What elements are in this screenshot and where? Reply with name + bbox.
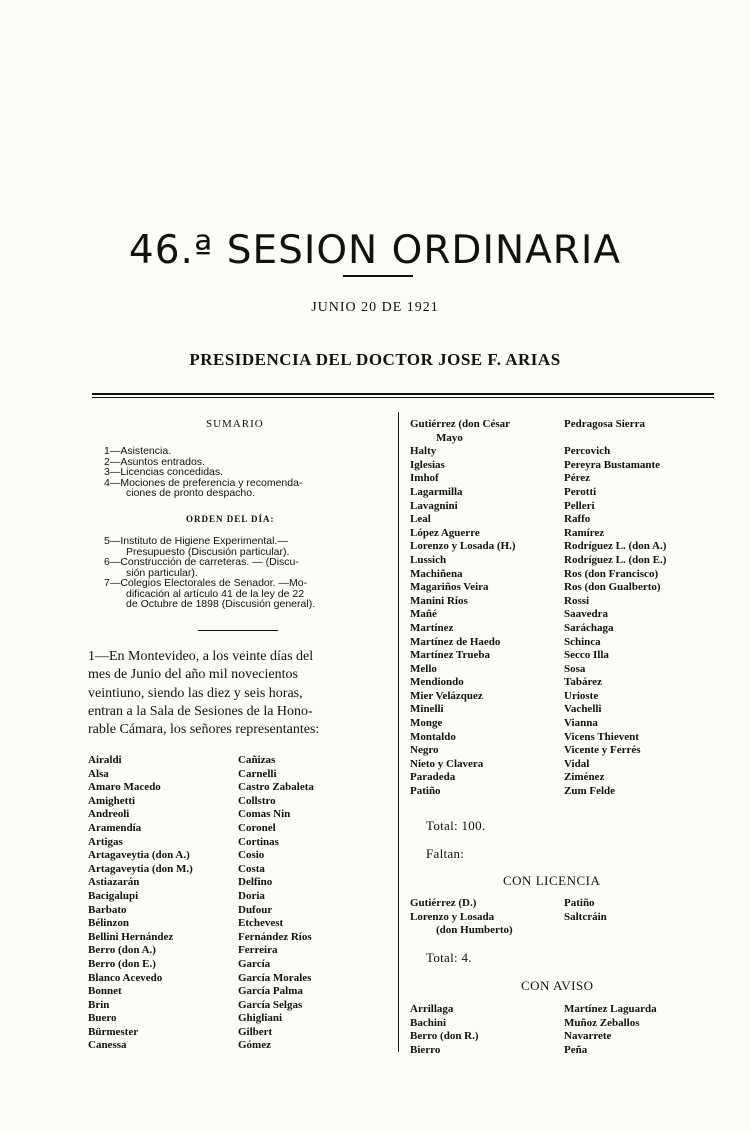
name-entry: Machiñena [410, 567, 463, 580]
name-entry: Nieto y Clavera [410, 757, 484, 770]
name-entry: Gilbert [238, 1025, 273, 1038]
name-entry: Andreoli [88, 808, 130, 821]
name-entry: Urioste [564, 689, 599, 702]
name-entry: Doria [238, 889, 265, 902]
orden-heading: ORDEN DEL DÍA: [186, 514, 275, 524]
name-entry: Paradeda [410, 771, 456, 784]
sumario-item: 4—Mociones de preferencia y recomenda- [104, 476, 303, 489]
column-divider [398, 412, 399, 1052]
name-entry: Canessa [88, 1039, 127, 1052]
name-entry: Patiño [564, 897, 595, 909]
name-entry: Bonnet [88, 985, 122, 998]
orden-item: 6—Construcción de carreteras. — (Discu- [104, 556, 299, 568]
name-entry: Bierro [410, 1043, 441, 1056]
sumario-item: 2—Asuntos entrados. [104, 455, 205, 468]
name-entry: Montaldo [410, 730, 456, 743]
name-entry: Leal [410, 513, 431, 526]
name-entry: Castro Zabaleta [238, 781, 314, 794]
sumario-item: 1—Asistencia. [104, 445, 172, 457]
name-entry: Bacigalupi [88, 889, 139, 902]
name-entry: (don Humberto) [436, 924, 513, 937]
name-entry: Artigas [88, 835, 123, 848]
name-entry: Tabárez [564, 676, 602, 689]
attendees-left-col2 [238, 754, 314, 1053]
orden-item: dificación al artículo 41 de la ley de 22 [126, 587, 305, 600]
intro-line: entran a la Sala de Sesiones de la Hono- [88, 703, 313, 719]
orden-item: 7—Colegios Electorales de Senador. —Mo- [104, 577, 308, 589]
name-entry: Ros (don Francisco) [564, 567, 659, 580]
name-entry: Peña [564, 1043, 588, 1056]
name-entry: Muñoz Zeballos [564, 1016, 640, 1029]
name-entry: Ghigliani [238, 1012, 283, 1025]
name-entry: Berro (don R.) [410, 1030, 479, 1043]
name-entry: Pérez [564, 472, 591, 485]
name-entry: Lorenzo y Losada (H.) [410, 540, 516, 553]
name-entry: Gutiérrez (D.) [410, 897, 477, 909]
sumario-item: 3—Licencias concedidas. [104, 466, 224, 478]
name-entry: Vicens Thievent [564, 730, 639, 743]
name-entry: Lavagnini [410, 499, 458, 512]
name-entry: Pedragosa Sierra [564, 418, 645, 430]
name-entry: Carnelli [238, 767, 277, 780]
attendees-right-col1 [410, 418, 516, 799]
name-entry: Saltcráin [564, 910, 607, 923]
name-entry: Delfino [238, 876, 273, 889]
name-entry: Bachini [410, 1016, 447, 1029]
title-underline [343, 275, 413, 277]
name-entry: Secco Illa [564, 649, 609, 662]
name-entry: García Morales [238, 971, 312, 984]
name-entry: Aramendía [88, 821, 142, 834]
faltan-label: Faltan: [426, 846, 465, 861]
name-entry: Schinca [564, 635, 601, 648]
name-entry: Cosio [238, 849, 265, 862]
name-entry: Rossi [564, 594, 590, 607]
name-entry: Coronel [238, 821, 276, 834]
name-entry: Negro [410, 744, 439, 757]
name-entry: Berro (don E.) [88, 957, 156, 970]
sumario-item: ciones de pronto despacho. [126, 487, 256, 499]
name-entry: Perotti [564, 485, 597, 498]
orden-item: Presupuesto (Discusión particular). [126, 545, 290, 558]
name-entry: Brin [88, 998, 110, 1011]
name-entry: Arrillaga [410, 1003, 454, 1015]
orden-item: 5—Instituto de Higiene Experimental.— [104, 535, 288, 547]
name-entry: Halty [410, 445, 437, 458]
name-entry: Martínez de Haedo [410, 635, 501, 648]
header-divider [92, 393, 714, 395]
name-entry: Percovich [564, 445, 611, 458]
presidency-line: PRESIDENCIA DEL DOCTOR JOSE F. ARIAS [189, 350, 561, 369]
name-entry: Blanco Acevedo [88, 971, 163, 984]
name-entry: Astiazarán [88, 876, 140, 889]
name-entry: Mello [410, 662, 437, 675]
intro-paragraph [88, 648, 388, 739]
name-entry: Magariños Veira [410, 581, 489, 594]
name-entry [564, 432, 666, 446]
name-entry: Gutiérrez (don César [410, 418, 510, 430]
name-entry: Comas Nin [238, 808, 291, 821]
name-entry: Patiño [410, 785, 441, 798]
orden-list [104, 536, 392, 610]
name-entry: López Aguerre [410, 526, 480, 539]
name-entry: Pelleri [564, 499, 595, 512]
name-entry: Etchevest [238, 917, 284, 930]
name-entry: Pereyra Bustamante [564, 458, 661, 471]
name-entry: Vidal [564, 757, 590, 770]
session-title: 46.ª SESION ORDINARIA [128, 228, 622, 273]
name-entry: Airaldi [88, 754, 122, 766]
name-entry: Saráchaga [564, 621, 614, 634]
name-entry: Barbato [88, 903, 127, 916]
name-entry: Mañé [410, 608, 437, 621]
con-aviso-col2 [564, 1003, 657, 1057]
name-entry: Vachelli [564, 703, 602, 716]
name-entry: García [238, 957, 271, 970]
name-entry: Martínez Laguarda [564, 1003, 657, 1015]
name-entry: Berro (don A.) [88, 944, 156, 957]
name-entry: Amaro Macedo [88, 781, 161, 794]
name-entry: Minelli [410, 703, 444, 716]
header-divider-thin [92, 397, 714, 398]
name-entry: Sosa [564, 662, 586, 675]
name-entry: Artagaveytia (don A.) [88, 849, 190, 862]
name-entry: Ferreira [238, 944, 278, 957]
name-entry: Dufour [238, 903, 273, 916]
orden-item: sión particular). [126, 566, 198, 579]
intro-line: 1—En Montevideo, a los veinte días del [88, 649, 314, 664]
name-entry: Vicente y Ferrés [564, 744, 641, 757]
name-entry: Mier Velázquez [410, 689, 483, 702]
name-entry: Martínez Trueba [410, 649, 490, 662]
name-entry: Collstro [238, 794, 276, 807]
name-entry: Ros (don Gualberto) [564, 581, 661, 594]
name-entry: Rodríguez L. (don E.) [564, 553, 667, 566]
name-entry: Alsa [88, 767, 109, 780]
name-entry: Rodríguez L. (don A.) [564, 540, 667, 553]
name-entry: García Selgas [238, 998, 303, 1011]
name-entry: Navarrete [564, 1030, 612, 1043]
name-entry: Ziménez [564, 771, 605, 784]
sumario-list [104, 446, 392, 499]
session-date: JUNIO 20 DE 1921 [311, 300, 439, 315]
name-entry: Cortinas [238, 835, 279, 848]
con-aviso-col1 [410, 1003, 479, 1057]
con-licencia-col2 [564, 897, 607, 924]
name-entry: García Palma [238, 985, 303, 998]
name-entry: Cañizas [238, 754, 276, 766]
name-entry: Lagarmilla [410, 485, 463, 498]
name-entry: Saavedra [564, 608, 608, 621]
name-entry: Mayo [436, 431, 463, 444]
name-entry: Raffo [564, 513, 591, 526]
total-present: Total: 100. [426, 818, 486, 833]
attendees-left-col1 [88, 754, 193, 1053]
name-entry: Ramírez [564, 526, 605, 539]
intro-line: mes de Junio del año mil novecientos [88, 667, 298, 683]
name-entry: Imhof [410, 472, 439, 485]
name-entry: Manini Ríos [410, 594, 468, 607]
intro-line: veintiuno, siendo las diez y seis horas, [88, 685, 303, 701]
name-entry: Amighetti [88, 794, 136, 807]
sumario-heading: SUMARIO [206, 418, 264, 430]
con-licencia-col1 [410, 897, 513, 938]
name-entry: Bellini Hernández [88, 930, 174, 943]
name-entry: Costa [238, 862, 265, 875]
con-aviso-heading: CON AVISO [521, 978, 594, 993]
attendees-right-col2 [564, 418, 666, 799]
name-entry: Fernández Ríos [238, 930, 312, 943]
name-entry: Bélinzon [88, 917, 129, 930]
name-entry: Bürmester [88, 1025, 139, 1038]
name-entry: Vianna [564, 717, 598, 730]
name-entry: Buero [88, 1012, 117, 1025]
con-licencia-heading: CON LICENCIA [503, 873, 601, 888]
name-entry: Lussich [410, 553, 447, 566]
intro-line: rable Cámara, los señores representantes: [88, 722, 320, 738]
name-entry: Artagaveytia (don M.) [88, 862, 193, 875]
total-licencia: Total: 4. [426, 950, 472, 965]
name-entry: Martínez [410, 621, 454, 634]
name-entry: Zum Felde [564, 785, 616, 798]
name-entry: Monge [410, 717, 443, 730]
name-entry: Lorenzo y Losada [410, 910, 495, 923]
orden-item: de Octubre de 1898 (Discusión general). [126, 598, 316, 610]
name-entry: Iglesias [410, 458, 445, 471]
name-entry: Gómez [238, 1039, 271, 1052]
name-entry: Mendiondo [410, 676, 464, 689]
section-divider [198, 630, 278, 631]
